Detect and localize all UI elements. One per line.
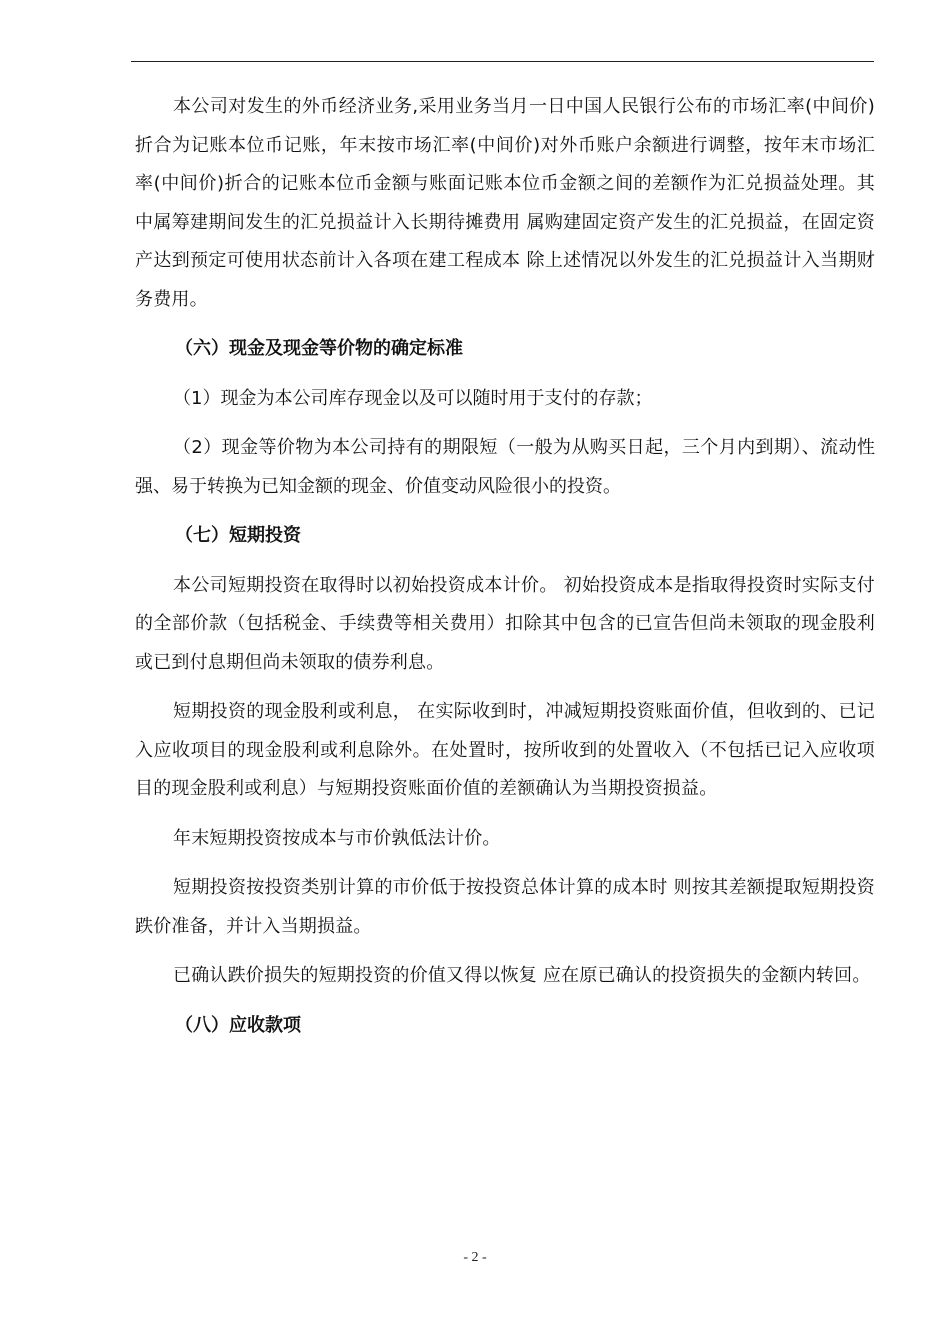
page-number: - 2 - bbox=[463, 1250, 487, 1265]
heading-receivables: （八）应收款项 bbox=[175, 1014, 301, 1036]
header-rule bbox=[131, 61, 874, 62]
paragraph-foreign-currency: 本公司对发生的外币经济业务,采用业务当月一日中国人民银行公布的市场汇率(中间价)折合为记账本位币记账，年末按市场汇率(中间价)对外币账户余额进行调整，按年末市场汇率(中间价)折合的记账本位币金额与账面记账本位币金额之间的差额作为汇兑损益处理。其中属筹建期间发生的汇兑损益计入长期待摊费用 属购建固定资产发生的汇兑损益，在固定资产达到预定可使用状态前计入各项在建工程成本 除上述情况以外发生的汇兑损益计入当期财务费用。 bbox=[135, 96, 875, 310]
paragraph-impairment-provision: 短期投资按投资类别计算的市价低于按投资总体计算的成本时 则按其差额提取短期投资跌价准备，并计入当期损益。 bbox=[135, 877, 875, 937]
paragraph-dividends: 短期投资的现金股利或利息， 在实际收到时，冲减短期投资账面价值，但收到的、已记入应收项目的现金股利或利息除外。在处置时，按所收到的处置收入（不包括已记入应收项目的现金股利或利息）与短期投资账面价值的差额确认为当期投资损益。 bbox=[135, 701, 875, 799]
heading-short-term-investment: （七）短期投资 bbox=[175, 525, 301, 546]
list-item-cash-equivalents: （2）现金等价物为本公司持有的期限短（一般为从购买日起，三个月内到期）、流动性强、易于转换为已知金额的现金、价值变动风险很小的投资。 bbox=[135, 437, 875, 497]
list-item-cash: （1）现金为本公司库存现金以及可以随时用于支付的存款； bbox=[173, 387, 653, 409]
paragraph-reversal: 已确认跌价损失的短期投资的价值又得以恢复 应在原已确认的投资损失的金额内转回。 bbox=[173, 965, 871, 986]
paragraph-initial-cost: 本公司短期投资在取得时以初始投资成本计价。 初始投资成本是指取得投资时实际支付的全部价款（包括税金、手续费等相关费用）扣除其中包含的已宣告但尚未领取的现金股利或已到付息期但尚未领取的债券利息。 bbox=[135, 574, 875, 673]
document-body bbox=[135, 88, 875, 1056]
paragraph-year-end-valuation: 年末短期投资按成本与市价孰低法计价。 bbox=[173, 827, 501, 849]
heading-cash-equivalents: （六）现金及现金等价物的确定标准 bbox=[175, 338, 463, 359]
